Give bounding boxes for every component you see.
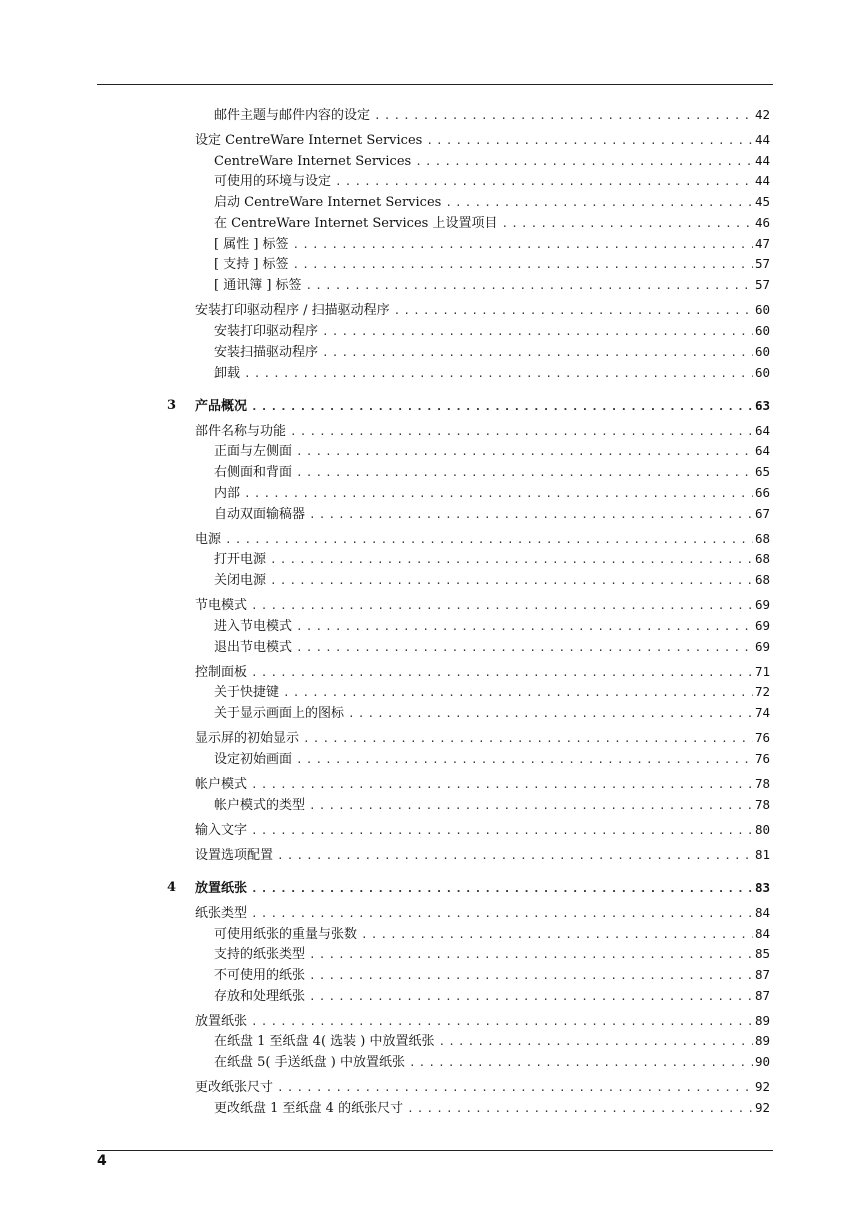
dot-leader	[322, 344, 753, 362]
toc-entry[interactable]	[214, 945, 770, 964]
toc-entry-page: 60	[754, 365, 770, 380]
toc-entry-title: 可使用的环境与设定	[214, 174, 332, 189]
toc-entry[interactable]	[214, 214, 770, 233]
toc-entry-page: 78	[754, 776, 770, 791]
dot-leader	[251, 664, 753, 682]
toc-entry[interactable]	[214, 1032, 770, 1051]
dot-leader	[290, 423, 753, 441]
toc-entry[interactable]	[195, 821, 770, 840]
toc-entry-page: 57	[754, 256, 770, 271]
toc-entry[interactable]	[214, 106, 770, 125]
toc-entry-page: 80	[754, 822, 770, 837]
toc-entry-title: 帐户模式	[195, 777, 248, 792]
toc-entry-page: 84	[754, 926, 770, 941]
dot-leader	[293, 236, 753, 254]
toc-entry-title: 设置选项配置	[195, 848, 274, 863]
toc-entry[interactable]	[214, 364, 770, 383]
toc-entry-title: 存放和处理纸张	[214, 989, 306, 1004]
toc-entry[interactable]	[214, 463, 770, 482]
toc-entry-page: 69	[754, 639, 770, 654]
toc-entry[interactable]	[195, 663, 770, 682]
dot-leader	[277, 1079, 753, 1097]
toc-entry[interactable]	[214, 966, 770, 985]
toc-entry[interactable]	[195, 596, 770, 615]
toc-entry-title: 可使用纸张的重量与张数	[214, 927, 358, 942]
toc-entry-page: 69	[754, 597, 770, 612]
toc-entry[interactable]	[214, 193, 770, 212]
toc-entry[interactable]	[195, 301, 770, 320]
dot-leader	[296, 639, 753, 657]
toc-entry-title: 在纸盘 5( 手送纸盘 ) 中放置纸张	[214, 1055, 405, 1070]
toc-entry-page: 87	[754, 988, 770, 1003]
dot-leader	[348, 705, 753, 723]
dot-leader	[426, 132, 753, 150]
toc-entry-page: 90	[754, 1054, 770, 1069]
toc-entry-page: 45	[754, 194, 770, 209]
dot-leader	[303, 730, 753, 748]
toc-entry-title: 右侧面和背面	[214, 465, 293, 480]
toc-entry-page: 64	[754, 443, 770, 458]
toc-entry[interactable]	[214, 172, 770, 191]
toc-chapter-entry[interactable]	[195, 397, 770, 416]
dot-leader	[445, 194, 753, 212]
toc-entry[interactable]	[195, 1012, 770, 1031]
dot-leader	[361, 926, 753, 944]
toc-entry[interactable]	[214, 322, 770, 341]
toc-entry-title: 放置纸张	[195, 881, 248, 896]
toc-entry-title: 进入节电模式	[214, 619, 293, 634]
footer-rule	[97, 1150, 773, 1151]
dot-leader	[438, 1033, 752, 1051]
toc-entry-page: 89	[754, 1033, 770, 1048]
toc-entry-title: 更改纸张尺寸	[195, 1080, 274, 1095]
toc-entry[interactable]	[195, 729, 770, 748]
toc-entry-title: [ 支持 ] 标签	[214, 257, 289, 272]
toc-entry[interactable]	[195, 422, 770, 441]
toc-entry-page: 63	[754, 398, 770, 413]
toc-entry[interactable]	[214, 638, 770, 657]
toc-entry[interactable]	[214, 152, 770, 171]
chapter-number: 4	[167, 880, 177, 895]
dot-leader	[251, 776, 753, 794]
toc-entry-title: 放置纸张	[195, 1014, 248, 1029]
toc-entry-page: 72	[754, 684, 770, 699]
dot-leader	[293, 256, 753, 274]
dot-leader	[374, 107, 753, 125]
dot-leader	[335, 173, 753, 191]
chapter-number: 3	[167, 398, 177, 413]
dot-leader	[270, 572, 753, 590]
dot-leader	[251, 1013, 753, 1031]
toc-entry-title: 帐户模式的类型	[214, 798, 306, 813]
toc-entry-title: [ 属性 ] 标签	[214, 237, 289, 252]
toc-entry[interactable]	[214, 505, 770, 524]
toc-entry-title: 不可使用的纸张	[214, 968, 306, 983]
toc-entry-page: 44	[754, 132, 770, 147]
toc-entry-page: 60	[754, 323, 770, 338]
toc-chapter-entry[interactable]	[195, 879, 770, 898]
dot-leader	[309, 988, 753, 1006]
page-number: 4	[97, 1153, 107, 1169]
dot-leader	[296, 443, 753, 461]
toc-entry-page: 44	[754, 153, 770, 168]
dot-leader	[407, 1100, 753, 1118]
dot-leader	[244, 365, 753, 383]
dot-leader	[244, 485, 753, 503]
toc-entry-title: 设定 CentreWare Internet Services	[195, 133, 423, 148]
toc-entry-title: 输入文字	[195, 823, 248, 838]
toc-entry-title: 正面与左侧面	[214, 444, 293, 459]
toc-entry-title: 卸载	[214, 366, 241, 381]
toc-entry-title: 安装扫描驱动程序	[214, 345, 319, 360]
toc-entry-page: 57	[754, 277, 770, 292]
toc-entry-page: 68	[754, 551, 770, 566]
dot-leader	[270, 551, 753, 569]
toc-entry[interactable]	[214, 925, 770, 944]
toc-entry-page: 65	[754, 464, 770, 479]
dot-leader	[309, 797, 753, 815]
dot-leader	[501, 215, 752, 233]
toc-entry[interactable]	[214, 571, 770, 590]
dot-leader	[322, 323, 753, 341]
dot-leader	[251, 822, 753, 840]
toc-entry[interactable]	[214, 987, 770, 1006]
toc-entry-title: 在纸盘 1 至纸盘 4( 选装 ) 中放置纸张	[214, 1034, 435, 1049]
toc-entry[interactable]	[214, 343, 770, 362]
toc-entry-page: 85	[754, 946, 770, 961]
toc-entry-title: 产品概况	[195, 399, 248, 414]
toc-entry[interactable]	[195, 530, 770, 549]
toc-entry-title: 安装打印驱动程序 / 扫描驱动程序	[195, 303, 390, 318]
dot-leader	[409, 1054, 753, 1072]
toc-entry[interactable]	[214, 550, 770, 569]
toc-entry-title: [ 通讯簿 ] 标签	[214, 278, 302, 293]
dot-leader	[225, 531, 753, 549]
toc-entry-title: 节电模式	[195, 598, 248, 613]
dot-leader	[296, 618, 753, 636]
toc-entry-page: 60	[754, 344, 770, 359]
toc-entry-title: 自动双面输稿器	[214, 507, 306, 522]
toc-entry-title: 关于快捷键	[214, 685, 280, 700]
toc-entry-title: 退出节电模式	[214, 640, 293, 655]
toc-entry-page: 67	[754, 506, 770, 521]
toc-entry-page: 44	[754, 173, 770, 188]
toc-entry-title: 关闭电源	[214, 573, 267, 588]
toc-entry-title: 启动 CentreWare Internet Services	[214, 195, 442, 210]
toc-entry-page: 71	[754, 664, 770, 679]
toc-entry-title: 显示屏的初始显示	[195, 731, 300, 746]
toc-entry-title: 关于显示画面上的图标	[214, 706, 345, 721]
toc-entry[interactable]	[195, 846, 770, 865]
toc-entry-title: 电源	[195, 532, 222, 547]
toc-entry-page: 66	[754, 485, 770, 500]
toc-entry[interactable]	[195, 904, 770, 923]
toc-entry-title: 支持的纸张类型	[214, 947, 306, 962]
toc-entry-page: 60	[754, 302, 770, 317]
toc-entry-page: 81	[754, 847, 770, 862]
toc-entry-title: 在 CentreWare Internet Services 上设置项目	[214, 216, 498, 231]
toc-entry-title: CentreWare Internet Services	[214, 154, 412, 169]
toc-entry[interactable]	[214, 1053, 770, 1072]
toc-entry[interactable]	[195, 775, 770, 794]
toc-entry-page: 69	[754, 618, 770, 633]
toc-entry[interactable]	[214, 276, 770, 295]
toc-entry-title: 纸张类型	[195, 906, 248, 921]
toc-entry-title: 更改纸盘 1 至纸盘 4 的纸张尺寸	[214, 1101, 404, 1116]
toc-entry-title: 邮件主题与邮件内容的设定	[214, 108, 371, 123]
toc-entry-page: 74	[754, 705, 770, 720]
dot-leader	[296, 751, 753, 769]
toc-entry[interactable]	[214, 442, 770, 461]
toc-entry[interactable]	[214, 796, 770, 815]
toc-entry-page: 42	[754, 107, 770, 122]
dot-leader	[251, 880, 753, 898]
toc-entry-title: 控制面板	[195, 665, 248, 680]
toc-entry[interactable]	[214, 255, 770, 274]
toc-entry[interactable]	[214, 1099, 770, 1118]
dot-leader	[251, 905, 753, 923]
dot-leader	[251, 398, 753, 416]
toc-entry-page: 46	[754, 215, 770, 230]
toc-entry-page: 47	[754, 236, 770, 251]
toc-entry-page: 64	[754, 423, 770, 438]
toc-entry[interactable]	[214, 484, 770, 503]
toc-entry-page: 76	[754, 730, 770, 745]
toc-entry-title: 安装打印驱动程序	[214, 324, 319, 339]
toc-entry-page: 92	[754, 1100, 770, 1115]
toc-entry-title: 设定初始画面	[214, 752, 293, 767]
toc-entry[interactable]	[214, 704, 770, 723]
toc-entry[interactable]	[195, 1078, 770, 1097]
toc-entry-page: 92	[754, 1079, 770, 1094]
dot-leader	[309, 506, 753, 524]
toc-entry[interactable]	[214, 683, 770, 702]
toc-entry-page: 83	[754, 880, 770, 895]
toc-entry[interactable]	[214, 235, 770, 254]
toc-entry-page: 76	[754, 751, 770, 766]
toc-entry-page: 68	[754, 531, 770, 546]
toc-entry-page: 89	[754, 1013, 770, 1028]
dot-leader	[296, 464, 753, 482]
dot-leader	[306, 277, 753, 295]
dot-leader	[394, 302, 753, 320]
dot-leader	[283, 684, 753, 702]
toc-entry[interactable]	[214, 617, 770, 636]
dot-leader	[309, 967, 753, 985]
dot-leader	[251, 597, 753, 615]
toc-entry-title: 内部	[214, 486, 241, 501]
dot-leader	[415, 153, 753, 171]
toc-entry-page: 78	[754, 797, 770, 812]
dot-leader	[277, 847, 753, 865]
toc-entry[interactable]	[195, 131, 770, 150]
dot-leader	[309, 946, 753, 964]
toc-entry[interactable]	[214, 750, 770, 769]
toc-entry-title: 打开电源	[214, 552, 267, 567]
toc-entry-page: 84	[754, 905, 770, 920]
toc-entry-page: 87	[754, 967, 770, 982]
toc-entry-page: 68	[754, 572, 770, 587]
toc-entry-title: 部件名称与功能	[195, 424, 287, 439]
